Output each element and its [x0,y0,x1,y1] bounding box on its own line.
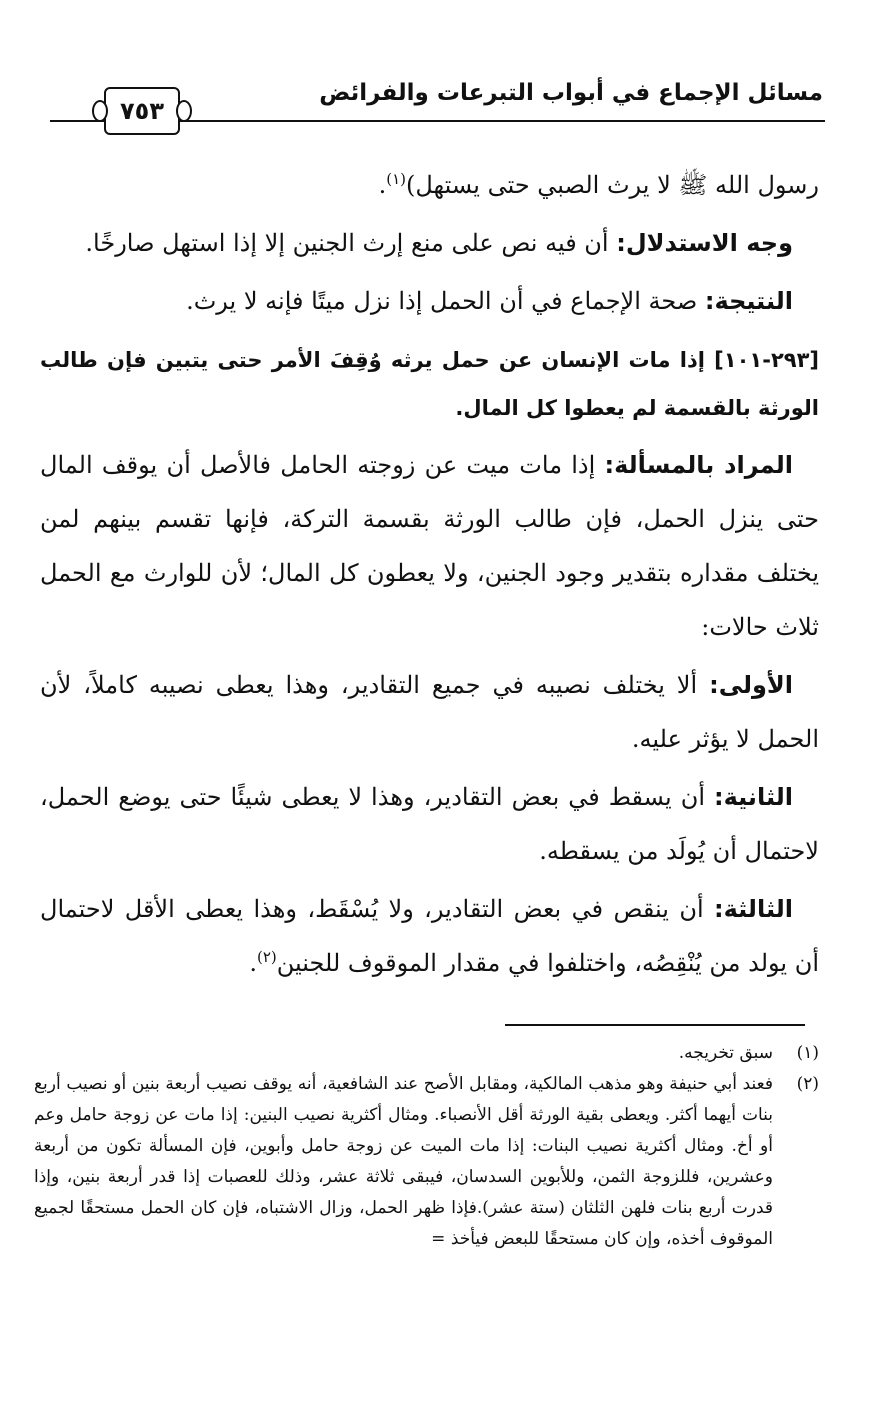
footnotes [34,1038,819,1255]
page-number-ornament [104,87,180,135]
term-evidence: وجه الاستدلال: [616,229,793,257]
paragraph-result [40,274,819,328]
third-case-end: . [249,949,257,977]
paragraph-evidence [40,216,819,270]
first-case-text: ألا يختلف نصيبه في جميع التقادير، وهذا يعطى نصيبه كاملاً، لأن الحمل لا يؤثر عليه. [40,671,819,753]
term-third: الثالثة: [713,895,793,923]
third-case-text: أن ينقص في بعض التقادير، ولا يُسْقَط، وهذا يعطى الأقل لاحتمال أن يولد من يُنْقِصُه، واختلفوا في مقدار الموقوف للجنين [40,895,819,977]
evidence-text: أن فيه نص على منع إرث الجنين إلا إذا استهل صارخًا. [85,229,617,257]
page-number: ٧٥٣ [120,97,164,125]
paragraph-meaning [40,438,819,654]
footnote-number: (١) [796,1043,819,1063]
term-second: الثانية: [713,783,793,811]
issue-heading: [٢٩٣-١٠١] إذا مات الإنسان عن حمل يرثه وُقِفَ الأمر حتى يتبين فإن طالب الورثة بالقسمة لم يعطوا كل المال. [40,348,819,420]
footnote-item [34,1069,819,1255]
term-meaning: المراد بالمسألة: [604,451,793,479]
second-case-text: أن يسقط في بعض التقادير، وهذا لا يعطى شيئًا حتى يوضع الحمل، لاحتمال أن يُولَد من يسقطه. [40,783,819,865]
footnote-number: (٢) [796,1074,819,1094]
term-first: الأولى: [709,671,793,699]
footnote-ref-2: (٢) [256,948,277,966]
result-text: صحة الإجماع في أن الحمل إذا نزل ميتًا فإنه لا يرث. [186,287,705,315]
paragraph-second-case [40,770,819,878]
paragraph-first-case [40,658,819,766]
footnote-text: سبق تخريجه. [678,1043,773,1063]
footnote-text: فعند أبي حنيفة وهو مذهب المالكية، ومقابل الأصح عند الشافعية، أنه يوقف نصيب أربعة بنين أو نصيب أربع بنات أيهما أكثر. ويعطى بقية الورثة أقل الأنصباء. ومثال أكثرية نصيب البنين: إذا مات عن زوجة حامل وعم أو أخ. ومثال أكثرية نصيب البنات: إذا مات الميت عن زوجة حامل وأبوين، فإن المسألة تكون من أربعة وعشرين، فللزوجة الثمن، وللأبوين السدسان، فيبقى ثلاثة عشر، وذلك للعصبات إذا قدر أربعة بنين، وإذا قدرت أربع بنات فلهن الثلثان (ستة عشر).فإذا ظهر الحمل، وزال الاشتباه، فإن كان الحمل مستحقًا لجميع الموقوف أخذه، وإن كان مستحقًا للبعض فيأخذ = [34,1074,773,1249]
main-text [40,158,819,994]
running-header-title: مسائل الإجماع في أبواب التبرعات والفرائض [319,80,823,106]
paragraph-hadith-end: رسول الله ﷺ لا يرث الصبي حتى يستهل)$^{(١)}$. [378,170,819,199]
footnote-divider [505,1024,805,1026]
meaning-text: إذا مات ميت عن زوجته الحامل فالأصل أن يوقف المال حتى ينزل الحمل، فإن طالب الورثة بقسمة التركة، فإنها تقسم بينهم لمن يختلف مقداره بتقدير وجود الجنين، ولا يعطون كل المال؛ لأن للوارث مع الحمل ثلاث حالات: [40,451,820,641]
paragraph-third-case [40,882,819,990]
term-result: النتيجة: [704,287,793,315]
hadith-text: رسول الله ﷺ لا يرث الصبي حتى يستهل) [406,171,819,199]
footnote-item [34,1038,819,1069]
footnote-ref-1: (١) [386,170,407,188]
